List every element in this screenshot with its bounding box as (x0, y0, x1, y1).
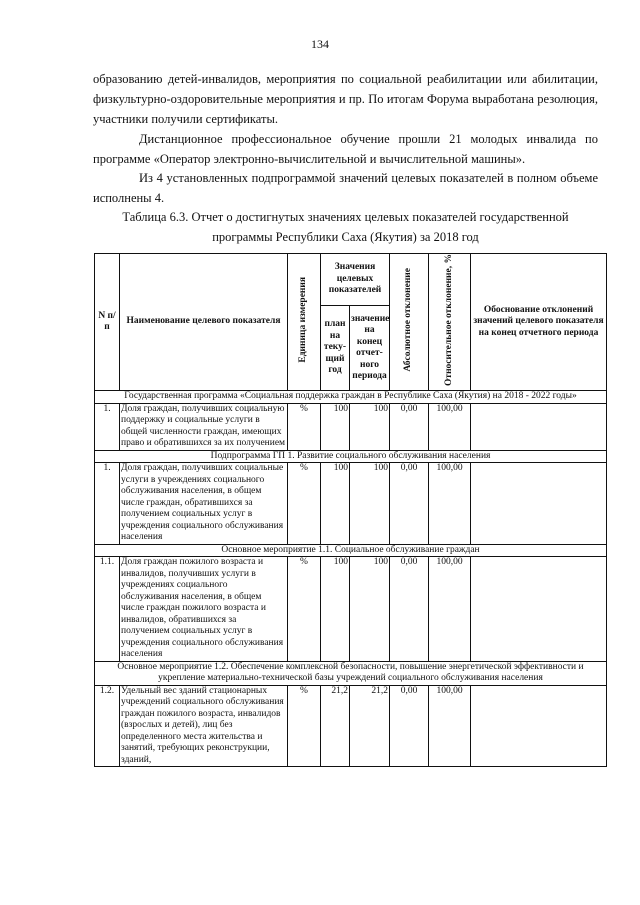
cell-rel-dev: 100,00 (429, 557, 471, 662)
cell-end-value: 100 (350, 403, 390, 450)
cell-rel-dev: 100,00 (429, 403, 471, 450)
page-number: 134 (311, 37, 329, 51)
cell-unit: % (288, 557, 321, 662)
indicators-table (94, 253, 607, 767)
cell-abs-dev: 0,00 (390, 403, 429, 450)
cell-rel-dev: 100,00 (429, 685, 471, 767)
cell-num: 1.1. (95, 557, 120, 662)
header-rel-dev: Относительное отклонение, % (429, 254, 471, 391)
cell-plan: 100 (321, 403, 350, 450)
table-caption: Таблица 6.3. Отчет о достигнутых значениях целевых показателей государственной программы Республики Саха (Якутия) за 2018 год (122, 210, 569, 244)
cell-name: Доля граждан пожилого возраста и инвалидов, получивших услуги в учреждениях социального обслуживания населения, в общем числе граждан пожилого возраста и инвалидов, обратившихся за получением социальных услуг в учреждения социального обслуживания населения (120, 557, 288, 662)
cell-justification (471, 685, 607, 767)
section-title: Основное мероприятие 1.2. Обеспечение комплексной безопасности, повышение энергетической эффективности и укрепление материально-технической базы учреждений социального обслуживания населения (95, 661, 607, 685)
cell-plan: 100 (321, 557, 350, 662)
cell-plan: 100 (321, 463, 350, 545)
table-row (95, 463, 607, 545)
cell-unit: % (288, 463, 321, 545)
cell-justification (471, 557, 607, 662)
cell-name: Доля граждан, получивших социальные услуги в учреждениях социального обслуживания населения, в общем числе граждан, обратившихся за получением социальных услуг в учреждения социального обслуживания населения (120, 463, 288, 545)
table-row (95, 557, 607, 662)
header-plan: план на теку-щий год (321, 305, 350, 391)
cell-unit: % (288, 403, 321, 450)
cell-justification (471, 403, 607, 450)
cell-rel-dev: 100,00 (429, 463, 471, 545)
header-values-group: Значения целевых показателей (321, 254, 390, 306)
header-end-value: значение на конец отчет-ного периода (350, 305, 390, 391)
paragraph: Дистанционное профессиональное обучение прошли 21 молодых инвалида по программе «Оператор электронно-вычислительной и вычислительной машины». (93, 132, 598, 166)
header-abs-dev: Абсолютное отклонение (390, 254, 429, 391)
cell-end-value: 100 (350, 557, 390, 662)
cell-unit: % (288, 685, 321, 767)
header-num: N п/п (95, 254, 120, 391)
cell-num: 1. (95, 463, 120, 545)
cell-name: Удельный вес зданий стационарных учреждений социального обслуживания граждан пожилого возраста, инвалидов (взрослых и детей), лиц без определенного места жительства и занятий, требующих реконструкции, зданий, (120, 685, 288, 767)
table-row (95, 403, 607, 450)
section-title: Подпрограмма ГП 1. Развитие социального обслуживания населения (95, 450, 607, 463)
cell-abs-dev: 0,00 (390, 557, 429, 662)
cell-num: 1.2. (95, 685, 120, 767)
cell-justification (471, 463, 607, 545)
section-title: Основное мероприятие 1.1. Социальное обслуживание граждан (95, 544, 607, 557)
table-row (95, 685, 607, 767)
cell-plan: 21,2 (321, 685, 350, 767)
cell-name: Доля граждан, получивших социальную поддержку и социальные услуги в общей численности граждан, имеющих право и обратившихся за их получением (120, 403, 288, 450)
paragraph: Из 4 установленных подпрограммой значений целевых показателей в полном объеме исполнены 4. (93, 171, 598, 205)
header-name: Наименование целевого показателя (120, 254, 288, 391)
header-justification: Обоснование отклонений значений целевого показателя на конец отчетного периода (471, 254, 607, 391)
header-unit: Единица измерения (288, 254, 321, 391)
section-title: Государственная программа «Социальная поддержка граждан в Республике Саха (Якутия) на 2018 - 2022 годы» (95, 391, 607, 404)
cell-abs-dev: 0,00 (390, 463, 429, 545)
cell-end-value: 100 (350, 463, 390, 545)
cell-num: 1. (95, 403, 120, 450)
paragraph: образованию детей-инвалидов, мероприятия по социальной реабилитации или абилитации, физкультурно-оздоровительные мероприятия и пр. По итогам Форума выработана резолюция, участники получили сертификаты. (93, 72, 598, 126)
cell-end-value: 21,2 (350, 685, 390, 767)
cell-abs-dev: 0,00 (390, 685, 429, 767)
